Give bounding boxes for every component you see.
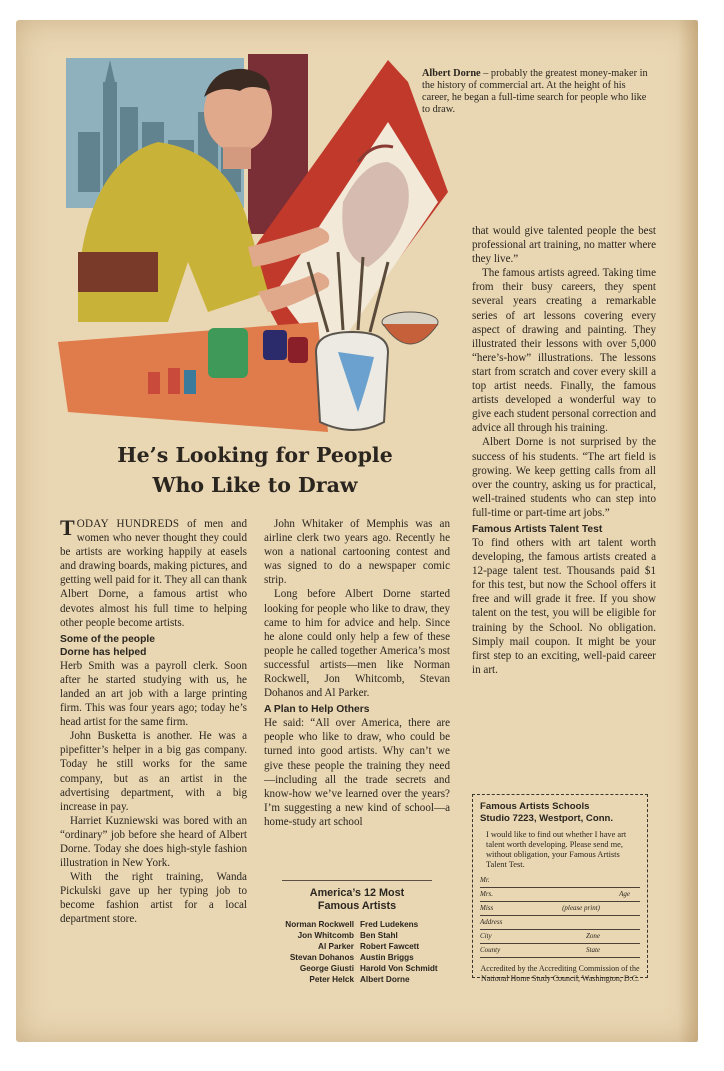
coupon-mrs-field[interactable] <box>480 890 640 902</box>
intro-text: of men and women who never thought they could be artists are working happily at easels and drawing boards, making pictures, and getting well paid for it. They all can thank Albert Dorne, a famous artist who devotes almost his full time to helping other people become artists. <box>60 518 247 629</box>
paragraph-not-surprised: Albert Dorne is not surprised by the success of his students. “The art field is growing. We keep getting calls from all over the country, asking us for practical, well-trained students who can step into full-time or part-time art jobs.” <box>472 436 656 519</box>
caption-name: Albert Dorne <box>422 68 481 79</box>
paragraph-herb-smith: Herb Smith was a payroll clerk. Soon after he started studying with us, he landed an art job with a large printing firm. This was four years ago; today he’s head artist for the same firm. <box>60 659 247 729</box>
coupon-school-name: Famous Artists Schools <box>480 801 590 812</box>
print-hint: (please print) <box>562 904 600 912</box>
artist-name: Ben Stahl <box>360 931 398 940</box>
mr-label: Mr. <box>480 876 490 884</box>
coupon-address-field[interactable] <box>480 918 640 930</box>
paragraph-continued: that would give talented people the best professional art training, no matter where they live.” <box>472 225 656 266</box>
column-1 <box>60 517 247 927</box>
address-label: Address <box>480 918 503 926</box>
artists-grid <box>262 919 452 985</box>
paragraph-wanda: With the right training, Wanda Pickulski gave up her typing job to become fashion artist for a local department store. <box>60 871 247 926</box>
artists-title-line-2: Famous Artists <box>317 900 397 912</box>
coupon-county-field[interactable] <box>480 946 640 958</box>
county-label: County <box>480 946 501 954</box>
artist-name: Stevan Dohanos <box>289 953 354 962</box>
artist-name: Albert Dorne <box>360 975 410 984</box>
artist-name: Al Parker <box>318 942 354 951</box>
intro-lead: ODAY HUNDREDS <box>76 518 180 530</box>
caption-text: – probably the greatest money-maker in the history of commercial art. At the height of his career, he began a full-time search for people who like to draw. <box>422 68 648 115</box>
artist-illustration <box>58 52 452 442</box>
artist-name: Austin Briggs <box>360 953 414 962</box>
artist-name: Fred Ludekens <box>360 920 419 929</box>
bowls <box>382 312 438 344</box>
state-label: State <box>586 946 600 954</box>
paragraph-john-busketta: John Busketta is another. He was a pipefitter’s helper in a big gas company. Today he still works for the same company, but as an artist in the advertising department, with a big increase in pay. <box>60 730 247 813</box>
mrs-label: Mrs. <box>480 890 494 898</box>
paragraph-long-before: Long before Albert Dorne started looking for people who like to draw, they came to him for advice and help. Since he alone could only help a few of these people he called together America’s most successful artists—men like Norman Rockwell, Jon Whitcomb, Stevan Dohanos and Al Parker. <box>264 588 450 700</box>
drop-cap: T <box>60 515 75 540</box>
artists-title <box>262 887 452 913</box>
artists-title-line-1: America’s 12 Most <box>309 887 405 899</box>
subhead-line-2: Dorne has helped <box>60 646 147 658</box>
accreditation-note: Accredited by the Accrediting Commission of the National Home Study Council, Washington, D.C. <box>480 964 640 983</box>
illustration-caption <box>422 68 654 116</box>
artist-name: George Giusti <box>299 964 354 973</box>
artist-name: Peter Helck <box>309 975 354 984</box>
page-title <box>60 440 450 500</box>
paragraph-john-whitaker: John Whitaker of Memphis was an airline clerk two years ago. Recently he won a national cartooning contest and was signed to do a newspaper comic strip. <box>264 518 450 587</box>
intro-paragraph <box>60 517 247 630</box>
coupon-mr-field[interactable] <box>480 876 640 888</box>
paragraph-artists-agreed: The famous artists agreed. Taking time from their busy careers, they spent several years creating a remarkable series of art lessons covering every aspect of drawing and painting. They illustrated their lessons with over 5,000 “here’s-how” illustrations. The lessons start from scratch and cover every skill a top artist needs. Finally, the famous artists developed a wonderful way to give each student personal correction and advice all through his training. <box>472 267 656 435</box>
column-2 <box>264 517 450 829</box>
subhead-people-helped <box>60 633 247 659</box>
subhead-talent-test: Famous Artists Talent Test <box>472 523 603 535</box>
paragraph-he-said: He said: “All over America, there are people who like to draw, who could be turned into good artists. Why can’t we give these people the training they need—including all the trade secrets and know-how we’ve learned over the years? I’m suggesting a new kind of school—a home-study art school <box>264 717 450 828</box>
subhead-plan: A Plan to Help Others <box>264 704 370 716</box>
subhead-line-1: Some of the people <box>60 633 155 645</box>
coupon-body: I would like to find out whether I have art talent worth developing. Please send me, without obligation, your Famous Artists Talent Test. <box>486 830 627 869</box>
paragraph-harriet: Harriet Kuzniewski was bored with an “ordinary” job before she heard of Albert Dorne. Today she does high-style fashion illustration in New York. <box>60 814 247 870</box>
city-label: City <box>480 932 492 940</box>
artist-name: Robert Fawcett <box>360 942 420 951</box>
mail-coupon[interactable] <box>472 794 648 983</box>
paragraph-talent-test: To find others with art talent worth developing, the famous artists created a 12-page talent test. Thousands paid $1 for this test, but now the School offers it free and will grade it free. If you show talent on the test, you will be eligible for training by the School. No obligation. Simply mail coupon. It might be your first step to an exciting, well-paid career in art. <box>472 536 656 676</box>
headline-line-2: Who Like to Draw <box>152 473 358 497</box>
zone-label: Zone <box>586 932 600 940</box>
column-3 <box>472 224 656 677</box>
artist-name: Norman Rockwell <box>285 920 354 929</box>
coupon-address-line: Studio 7223, Westport, Conn. <box>480 813 614 824</box>
divider <box>282 880 432 881</box>
headline-line-1: He’s Looking for People <box>117 443 393 467</box>
miss-label: Miss <box>480 904 494 912</box>
age-label: Age <box>619 890 630 898</box>
coupon-header <box>480 801 640 825</box>
artist-name: Jon Whitcomb <box>297 931 354 940</box>
famous-artists-list <box>262 880 452 985</box>
artist-name: Harold Von Schmidt <box>360 964 438 973</box>
coupon-city-field[interactable] <box>480 932 640 944</box>
coupon-miss-field[interactable] <box>480 904 640 916</box>
